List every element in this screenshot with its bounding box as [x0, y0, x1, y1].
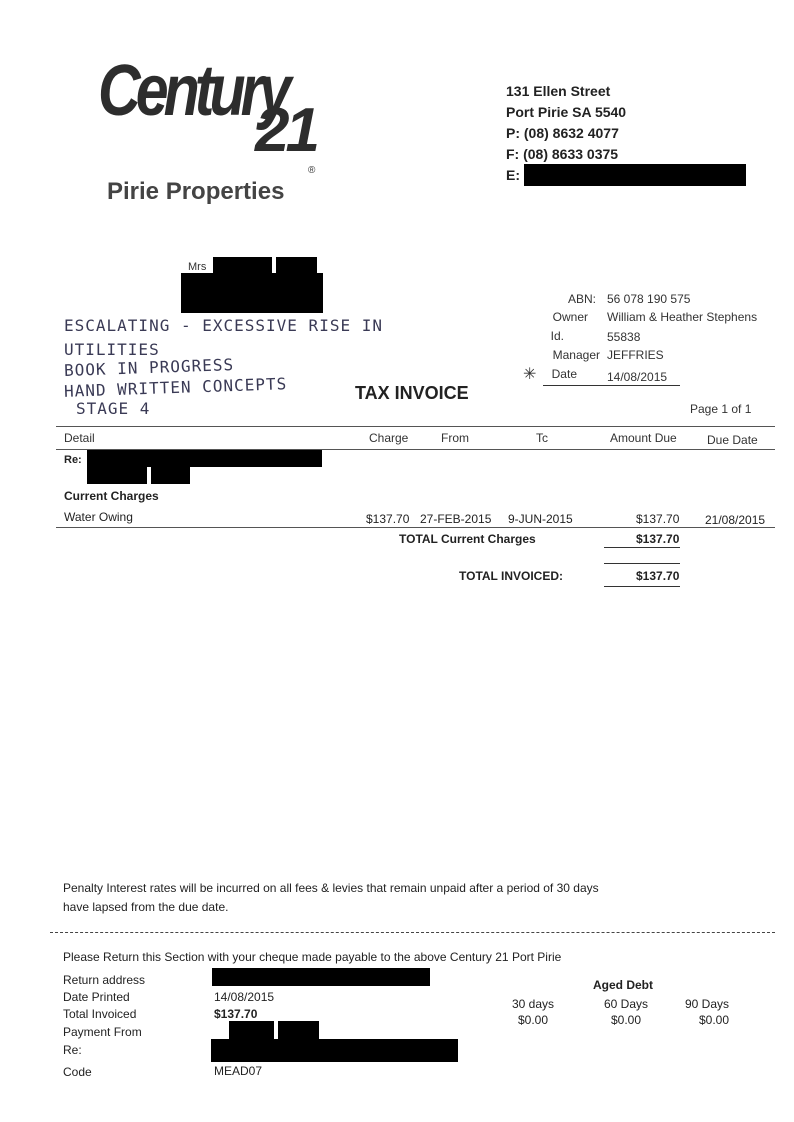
- agency-fax: F: (08) 8633 0375: [506, 146, 619, 162]
- return-address-label: Return address: [63, 973, 146, 987]
- agency-street: 131 Ellen Street: [506, 83, 611, 99]
- handwritten-note-line: ESCALATING - EXCESSIVE RISE IN: [64, 316, 383, 335]
- manager-label: Manager: [552, 348, 600, 362]
- redacted-first-name: [213, 257, 272, 274]
- agency-name: Pirie Properties: [107, 178, 285, 205]
- row-to: 9-JUN-2015: [508, 512, 573, 526]
- table-top-rule: [56, 426, 775, 427]
- re-label: Re:: [64, 454, 82, 466]
- date-underline: [543, 385, 680, 386]
- redacted-return-property: [211, 1039, 458, 1062]
- handwritten-note-line: UTILITIES: [64, 340, 160, 359]
- date-printed-value: 14/08/2015: [214, 990, 275, 1004]
- date-printed-label: Date Printed: [63, 990, 130, 1004]
- asterisk-mark-icon: ✳: [523, 366, 537, 383]
- aged-30-amount: $0.00: [517, 1013, 549, 1027]
- total-invoiced-label: TOTAL INVOICED:: [459, 569, 564, 583]
- redacted-return-address: [212, 968, 430, 986]
- row-rule: [56, 527, 775, 528]
- agency-suburb: Port Pirie SA 5540: [506, 104, 627, 120]
- redacted-email: [524, 164, 746, 186]
- redacted-payer-last: [278, 1021, 319, 1040]
- aged-90-amount: $0.00: [698, 1013, 730, 1027]
- col-charge: Charge: [369, 431, 409, 445]
- owner-label: Owner: [552, 310, 588, 324]
- row-detail: Water Owing: [64, 510, 133, 524]
- total-current-rule: [604, 547, 680, 548]
- invoice-title: TAX INVOICE: [355, 383, 469, 403]
- agency-phone: P: (08) 8632 4077: [506, 125, 619, 141]
- col-due-date: Due Date: [707, 433, 758, 447]
- redacted-payer-first: [229, 1021, 274, 1040]
- section-current-charges: Current Charges: [64, 489, 159, 503]
- page-number: Page 1 of 1: [690, 402, 752, 416]
- abn-label: ABN:: [567, 292, 596, 306]
- total-invoiced-summary-label: Total Invoiced: [63, 1007, 137, 1021]
- registered-mark: ®: [308, 165, 316, 176]
- century21-logo-word: Century: [98, 51, 287, 131]
- aged-90-period: 90 Days: [684, 997, 730, 1011]
- abn-value: 56 078 190 575: [607, 292, 691, 306]
- total-current-label: TOTAL Current Charges: [399, 532, 536, 546]
- total-current-value: $137.70: [636, 532, 680, 546]
- row-due-date: 21/08/2015: [705, 513, 766, 527]
- return-re-label: Re:: [63, 1043, 82, 1057]
- aged-60-period: 60 Days: [603, 997, 649, 1011]
- handwritten-note-line: BOOK IN PROGRESS: [63, 355, 235, 380]
- code-label: Code: [63, 1065, 92, 1079]
- return-section-heading: Please Return this Section with your cheque made payable to the above Century 21 Port Pirie: [63, 950, 562, 964]
- century21-logo-number: 21: [255, 96, 316, 165]
- handwritten-note-line: HAND WRITTEN CONCEPTS: [63, 374, 288, 401]
- penalty-text-line2: have lapsed from the due date.: [63, 900, 229, 914]
- addressee-title: Mrs: [188, 261, 207, 273]
- code-value: MEAD07: [214, 1064, 263, 1078]
- redacted-property-line2: [87, 467, 147, 484]
- aged-30-period: 30 days: [511, 997, 555, 1011]
- tear-off-line: [50, 932, 775, 933]
- redacted-property-address: [87, 450, 322, 467]
- total-invoiced-top-rule: [604, 563, 680, 564]
- id-label: Id.: [550, 329, 564, 343]
- row-amount-due: $137.70: [636, 512, 680, 526]
- manager-value: JEFFRIES: [607, 348, 664, 362]
- aged-debt-heading: Aged Debt: [593, 978, 653, 992]
- redacted-address: [181, 273, 323, 313]
- row-from: 27-FEB-2015: [420, 512, 492, 526]
- owner-value: William & Heather Stephens: [607, 310, 758, 324]
- col-amount-due: Amount Due: [610, 431, 677, 445]
- row-charge: $137.70: [366, 512, 410, 526]
- redacted-last-name: [276, 257, 317, 274]
- date-label: Date: [551, 367, 577, 381]
- handwritten-note-line: STAGE 4: [76, 399, 151, 418]
- payment-from-label: Payment From: [63, 1025, 142, 1039]
- total-invoiced-bottom-rule: [604, 586, 680, 587]
- id-value: 55838: [607, 330, 641, 344]
- col-detail: Detail: [64, 431, 95, 445]
- aged-60-amount: $0.00: [610, 1013, 642, 1027]
- total-invoiced-value: $137.70: [636, 569, 680, 583]
- col-to: Tc: [536, 431, 548, 445]
- redacted-property-line2b: [151, 467, 190, 484]
- agency-email-label: E:: [506, 167, 520, 183]
- total-invoiced-summary-value: $137.70: [214, 1007, 258, 1021]
- penalty-text-line1: Penalty Interest rates will be incurred on all fees & levies that remain unpaid after a period of 30 days: [63, 881, 599, 895]
- date-value: 14/08/2015: [607, 370, 668, 384]
- col-from: From: [441, 431, 469, 445]
